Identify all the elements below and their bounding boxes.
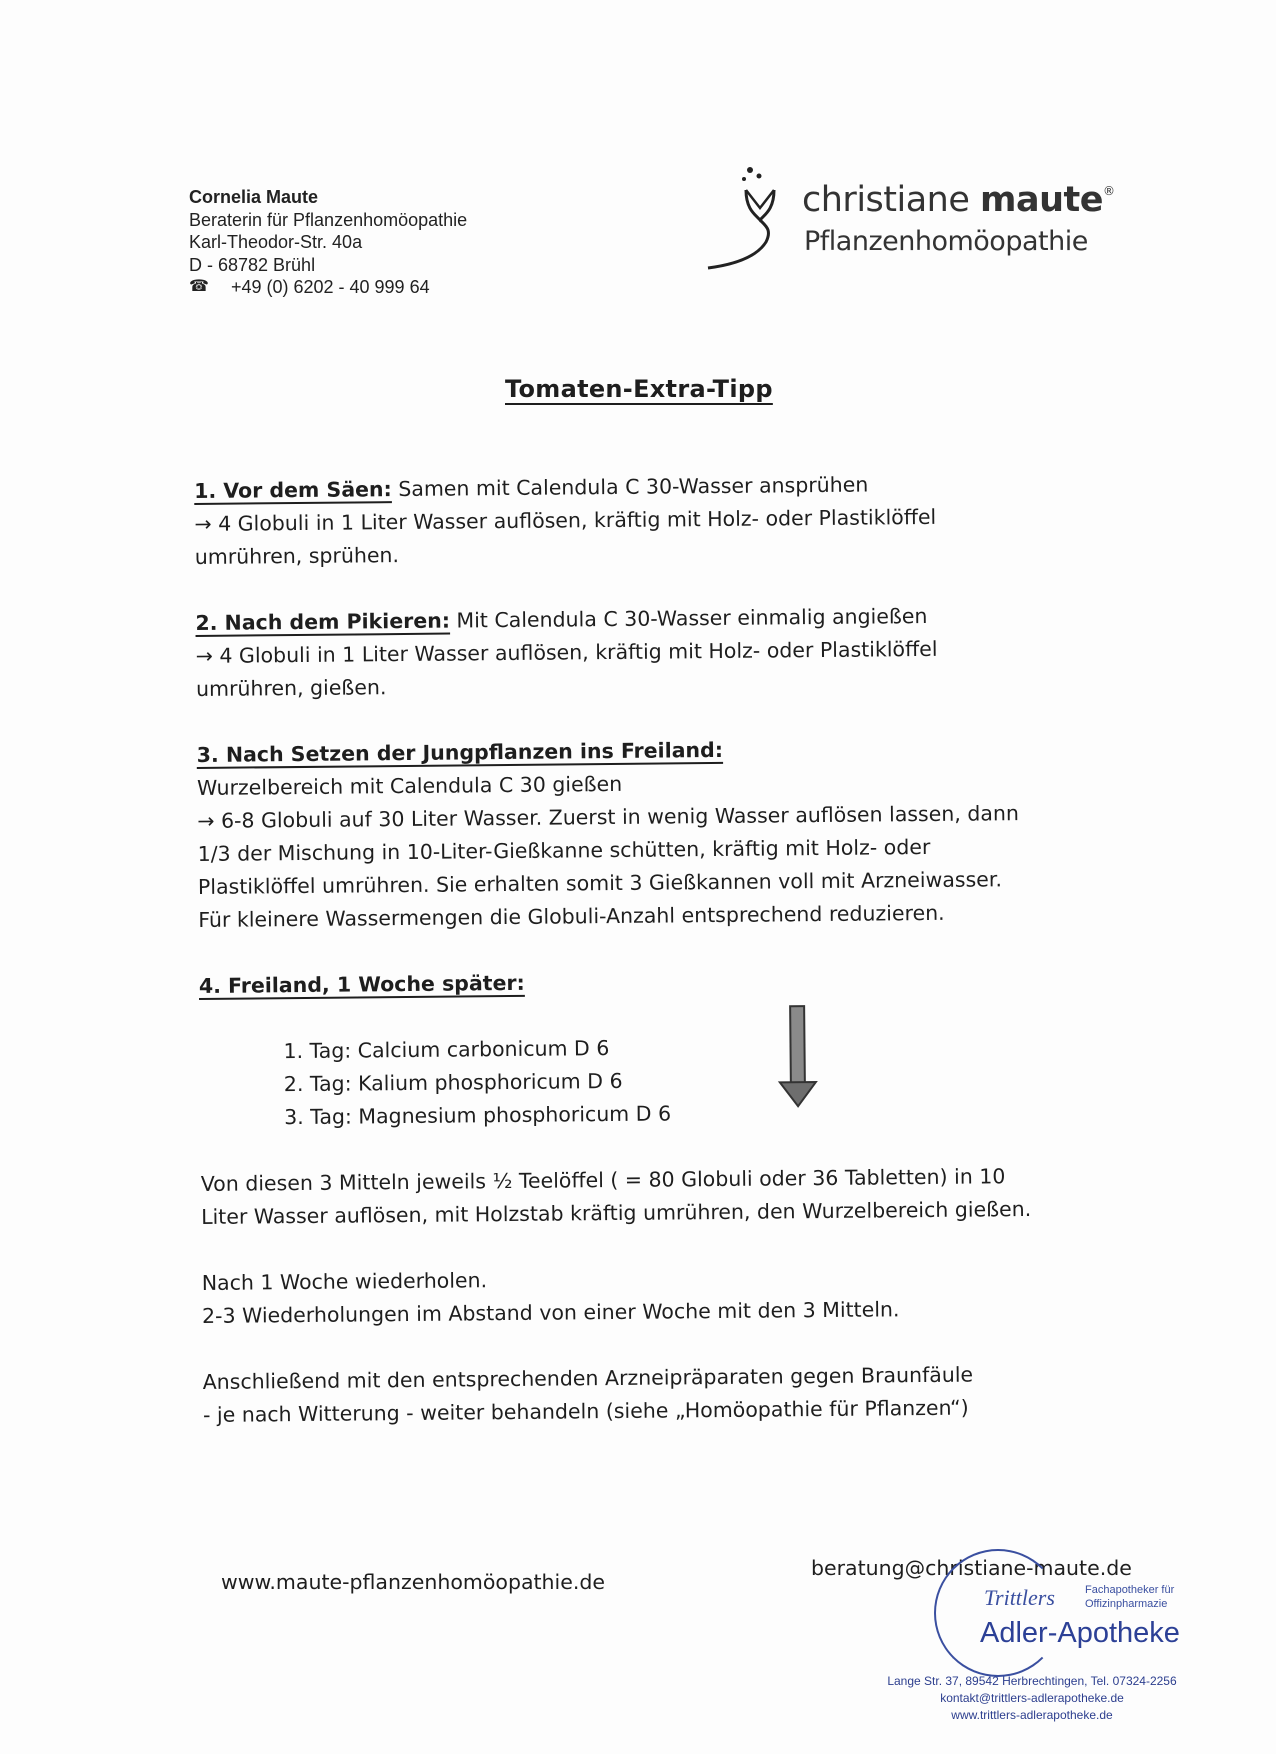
sender-phone-row <box>189 276 467 299</box>
para-1-line-2: Liter Wasser auflösen, mit Holzstab kräftig umrühren, den Wurzelbereich gießen. <box>201 1196 1032 1229</box>
logo-subtitle: Pflanzenhomöopathie <box>804 226 1088 257</box>
logo-brand-bold: maute <box>980 180 1103 220</box>
section-3-heading-text: 3. Nach Setzen der Jungpflanzen ins Freiland: <box>196 737 724 767</box>
sender-street: Karl-Theodor-Str. 40a <box>189 232 363 252</box>
stamp-web: www.trittlers-adlerapotheke.de <box>951 1708 1113 1722</box>
stamp-pharmacy-name: Adler-Apotheke <box>980 1617 1180 1649</box>
registered-mark: ® <box>1103 184 1115 198</box>
stamp-fach-line-1: Fachapotheker für <box>1085 1584 1175 1596</box>
sender-name: Cornelia Maute <box>189 187 319 207</box>
stamp-fach <box>1085 1583 1174 1611</box>
section-1-heading: 1. Vor dem Säen: <box>194 477 392 503</box>
stamp-trittlers: Trittlers <box>984 1585 1055 1610</box>
stamp-address: Lange Str. 37, 89542 Herbrechtingen, Tel. 07324-2256 <box>887 1674 1177 1688</box>
section-1-text: Samen mit Calendula C 30-Wasser ansprühen <box>391 472 869 502</box>
para-2-line-2: 2-3 Wiederholungen im Abstand von einer Woche mit den 3 Mitteln. <box>201 1297 900 1328</box>
section-1-line-2: → 4 Globuli in 1 Liter Wasser auflösen, kräftig mit Holz- oder Plastiklöffel <box>194 504 937 536</box>
sender-phone: +49 (0) 6202 - 40 999 64 <box>230 277 430 297</box>
para-2-line-1: Nach 1 Woche wiederholen. <box>201 1268 488 1295</box>
day-1: 1. Tag: Calcium carbonicum D 6 <box>283 1036 610 1064</box>
section-2-heading: 2. Nach dem Pikieren: <box>195 608 451 635</box>
document-body <box>194 466 1153 1432</box>
day-3: 3. Tag: Magnesium phosphoricum D 6 <box>284 1101 672 1130</box>
stamp-fach-line-2: Offizinpharmazie <box>1085 1598 1168 1610</box>
para-3-line-1: Anschließend mit den entsprechenden Arzneipräparaten gegen Braunfäule <box>202 1362 974 1394</box>
sender-block <box>189 186 467 299</box>
section-2-line-2: → 4 Globuli in 1 Liter Wasser auflösen, kräftig mit Holz- oder Plastiklöffel <box>195 636 938 668</box>
section-3-line-4: Plastiklöffel umrühren. Sie erhalten somit 3 Gießkannen voll mit Arzneiwasser. <box>197 867 1003 899</box>
para-3-line-2: - je nach Witterung - weiter behandeln (siehe „Homöopathie für Pflanzen“) <box>202 1395 969 1427</box>
section-3-line-3: 1/3 der Mischung in 10-Liter-Gießkanne schütten, kräftig mit Holz- oder <box>197 834 931 866</box>
sender-city: D - 68782 Brühl <box>189 254 316 275</box>
day-list <box>283 1027 1150 1134</box>
logo-mark-icon <box>706 160 806 280</box>
down-arrow-icon <box>775 1004 820 1108</box>
stamp-address-block <box>882 1673 1182 1724</box>
section-2-line-3: umrühren, gießen. <box>195 675 387 701</box>
section-4-heading-text: 4. Freiland, 1 Woche später: <box>198 970 525 998</box>
sender-role: Beraterin für Pflanzenhomöopathie <box>189 209 468 230</box>
section-3-line-5: Für kleinere Wassermengen die Globuli-Anzahl entsprechend reduzieren. <box>198 900 945 932</box>
page-title: Tomaten-Extra-Tipp <box>505 375 773 403</box>
website-link[interactable]: www.maute-pflanzenhomöopathie.de <box>221 1570 605 1594</box>
day-2: 2. Tag: Kalium phosphoricum D 6 <box>283 1068 623 1097</box>
pharmacy-stamp <box>858 1545 1188 1730</box>
section-1-line-3: umrühren, sprühen. <box>194 543 400 569</box>
para-1-line-1: Von diesen 3 Mitteln jeweils ½ Teelöffel ( = 80 Globuli oder 36 Tabletten) in 10 <box>200 1164 1006 1196</box>
section-2-text: Mit Calendula C 30-Wasser einmalig angießen <box>449 603 928 633</box>
stamp-ring <box>934 1549 1062 1677</box>
email-link[interactable]: beratung@christiane-maute.de <box>811 1556 1132 1580</box>
section-3-line-1: Wurzelbereich mit Calendula C 30 gießen <box>196 771 623 800</box>
brand-logo <box>706 160 1136 280</box>
section-3-line-2: → 6-8 Globuli auf 30 Liter Wasser. Zuerst in wenig Wasser auflösen lassen, dann <box>197 801 1019 833</box>
telephone-icon: ☎ <box>189 278 209 295</box>
stamp-email: kontakt@trittlers-adlerapotheke.de <box>940 1691 1124 1705</box>
logo-brand-light: christiane <box>802 180 981 220</box>
logo-brand-text <box>802 180 1115 220</box>
